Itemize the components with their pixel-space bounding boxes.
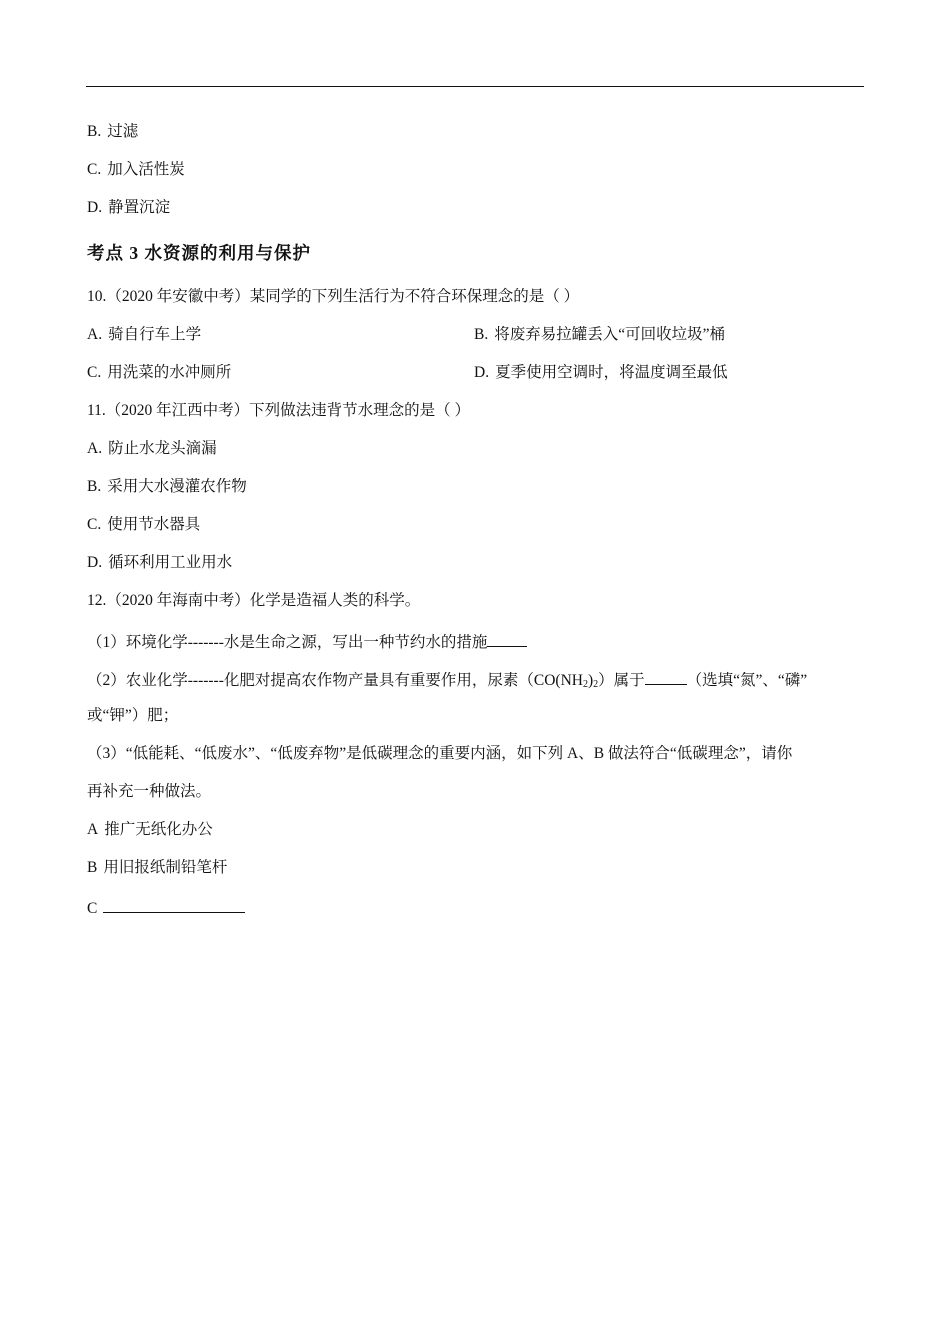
answer-blank[interactable] (103, 896, 245, 913)
q10-option-b (474, 325, 725, 345)
q10-option-c (87, 363, 231, 383)
option-text: 采用大水漫灌农作物 (107, 478, 247, 495)
option-label: B. (87, 123, 102, 140)
option-text: 使用节水器具 (107, 516, 201, 533)
q11-option-b (87, 477, 247, 497)
option-label: D. (87, 554, 103, 571)
answer-blank[interactable] (487, 630, 527, 647)
option-label: A. (87, 326, 103, 343)
q12-part1-text: （1）环境化学-------水是生命之源，写出一种节约水的措施 (87, 634, 488, 651)
option-text: 静置沉淀 (108, 199, 171, 216)
option-label: B. (87, 478, 102, 495)
prev-option-d (87, 198, 170, 218)
option-label: A (87, 821, 99, 838)
prev-option-b (87, 122, 138, 142)
q11-stem: 11.（2020 年江西中考）下列做法违背节水理念的是（ ） (87, 402, 471, 419)
prev-option-c (87, 160, 185, 180)
q12-part1 (87, 630, 527, 653)
option-text: 防止水龙头滴漏 (108, 440, 217, 457)
option-text: 夏季使用空调时，将温度调至最低 (495, 364, 728, 381)
q10-option-a (87, 325, 201, 345)
q12-part3-cont: 再补充一种做法。 (87, 783, 212, 800)
q12-option-b (87, 858, 227, 878)
option-text: 将废弃易拉罐丢入“可回收垃圾”桶 (494, 326, 725, 343)
q12-part3: （3）“低能耗、“低废水”、“低废弃物”是低碳理念的重要内涵，如下列 A、B 做法符合“低碳理念”，请你 (87, 745, 793, 762)
q12-option-c (87, 896, 245, 919)
answer-blank[interactable] (645, 668, 687, 685)
q12-option-a (87, 820, 213, 840)
option-label: B (87, 859, 98, 876)
q12-part2-text: ）属于 (598, 672, 645, 689)
q12-part2-text: （2）农业化学-------化肥对提高农作物产量具有重要作用，尿素（CO(NH (87, 672, 583, 689)
q12-part2 (87, 668, 807, 695)
option-text: 推广无纸化办公 (104, 821, 213, 838)
option-text: 加入活性炭 (107, 161, 185, 178)
option-label: C (87, 900, 98, 917)
option-text: 用旧报纸制铅笔杆 (103, 859, 228, 876)
q11-option-c (87, 515, 200, 535)
q12-stem: 12.（2020 年海南中考）化学是造福人类的科学。 (87, 592, 421, 609)
option-label: D. (474, 364, 490, 381)
q12-part2-text: （选填“氮”、“磷” (686, 672, 808, 689)
option-label: B. (474, 326, 489, 343)
section-heading: 考点 3 水资源的利用与保护 (87, 243, 311, 263)
option-label: A. (87, 440, 103, 457)
option-label: C. (87, 161, 102, 178)
option-label: D. (87, 199, 103, 216)
q12-part2-cont: 或“钾”）肥； (87, 707, 179, 724)
option-text: 过滤 (107, 123, 139, 140)
q11-option-d (87, 553, 232, 573)
q10-option-d (474, 363, 728, 383)
subscript: 2 (593, 679, 599, 690)
option-label: C. (87, 516, 102, 533)
option-text: 用洗菜的水冲厕所 (107, 364, 232, 381)
q10-stem: 10.（2020 年安徽中考）某同学的下列生活行为不符合环保理念的是（ ） (87, 288, 580, 305)
option-text: 循环利用工业用水 (108, 554, 233, 571)
header-rule (86, 86, 864, 87)
q12-part2-text: ) (587, 672, 594, 689)
option-label: C. (87, 364, 102, 381)
option-text: 骑自行车上学 (108, 326, 202, 343)
subscript: 2 (582, 679, 588, 690)
q11-option-a (87, 439, 217, 459)
